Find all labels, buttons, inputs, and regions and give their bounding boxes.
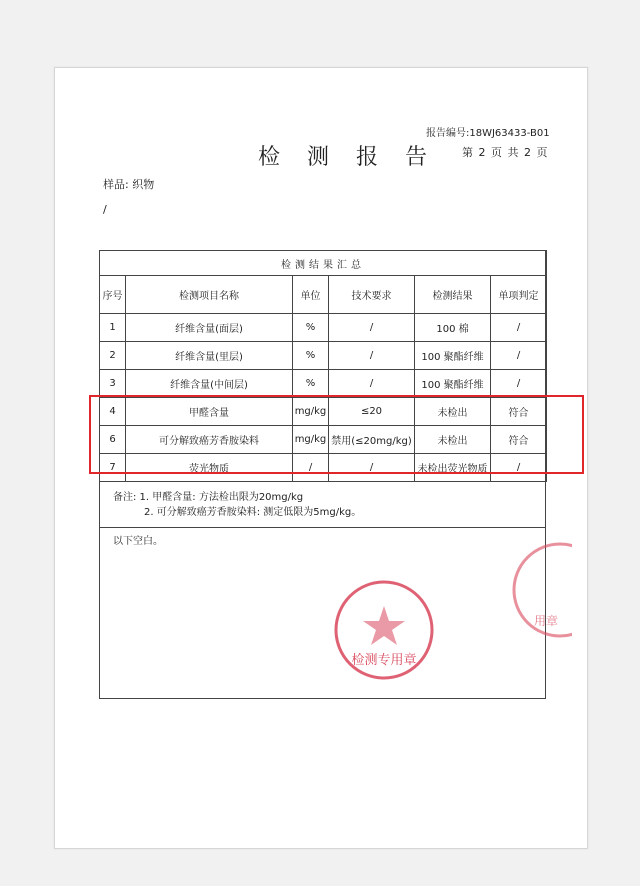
unit: mg/kg <box>293 426 329 454</box>
column-header: 检测项目名称 <box>126 276 293 314</box>
column-header: 单项判定 <box>491 276 547 314</box>
divider <box>99 527 546 528</box>
requirement: / <box>329 342 415 370</box>
requirement: / <box>329 314 415 342</box>
item-name: 纤维含量(面层) <box>126 314 293 342</box>
result: 100 棉 <box>415 314 491 342</box>
remark-line-1: 备注: 1. 甲醛含量: 方法检出限为20mg/kg <box>113 492 304 503</box>
result: 未检出荧光物质 <box>415 454 491 482</box>
verdict: / <box>491 314 547 342</box>
sample-slash: / <box>103 203 107 216</box>
verdict: 符合 <box>491 426 547 454</box>
row-number: 7 <box>100 454 126 482</box>
requirement: / <box>329 454 415 482</box>
report-title: 检 测 报 告 <box>258 145 437 170</box>
unit: / <box>293 454 329 482</box>
table-row <box>100 314 547 342</box>
unit: % <box>293 370 329 398</box>
verdict: / <box>491 342 547 370</box>
row-number: 1 <box>100 314 126 342</box>
table-row <box>100 342 547 370</box>
star-icon <box>363 606 405 645</box>
requirement: ≤20 <box>329 398 415 426</box>
item-name: 纤维含量(里层) <box>126 342 293 370</box>
verdict: 符合 <box>491 398 547 426</box>
result: 未检出 <box>415 426 491 454</box>
item-name: 荧光物质 <box>126 454 293 482</box>
remarks <box>113 490 361 520</box>
column-header: 技术要求 <box>329 276 415 314</box>
column-header: 序号 <box>100 276 126 314</box>
result: 未检出 <box>415 398 491 426</box>
unit: % <box>293 314 329 342</box>
partial-seal-text: 用章 <box>534 614 559 628</box>
item-name: 甲醛含量 <box>126 398 293 426</box>
column-header: 单位 <box>293 276 329 314</box>
remark-line-2: 2. 可分解致癌芳香胺染料: 测定低限为5mg/kg。 <box>144 507 362 518</box>
inspection-seal <box>327 578 441 686</box>
unit: mg/kg <box>293 398 329 426</box>
summary-caption: 检测结果汇总 <box>100 251 547 276</box>
column-header: 检测结果 <box>415 276 491 314</box>
row-number: 6 <box>100 426 126 454</box>
blank-below-note: 以下空白。 <box>113 536 163 547</box>
verdict: / <box>491 370 547 398</box>
partial-seal <box>512 535 572 655</box>
report-number: 报告编号:18WJ63433-B01 <box>426 128 550 139</box>
seal-text: 检测专用章 <box>351 653 417 668</box>
item-name: 纤维含量(中间层) <box>126 370 293 398</box>
table-row <box>100 370 547 398</box>
requirement: / <box>329 370 415 398</box>
requirement: 禁用(≤20mg/kg) <box>329 426 415 454</box>
sample-label: 样品: 织物 <box>103 178 155 191</box>
row-number: 4 <box>100 398 126 426</box>
result: 100 聚酯纤维 <box>415 342 491 370</box>
unit: % <box>293 342 329 370</box>
verdict: / <box>491 454 547 482</box>
page-indicator: 第 2 页 共 2 页 <box>462 146 549 159</box>
result: 100 聚酯纤维 <box>415 370 491 398</box>
highlight-box <box>89 395 584 474</box>
item-name: 可分解致癌芳香胺染料 <box>126 426 293 454</box>
row-number: 2 <box>100 342 126 370</box>
row-number: 3 <box>100 370 126 398</box>
